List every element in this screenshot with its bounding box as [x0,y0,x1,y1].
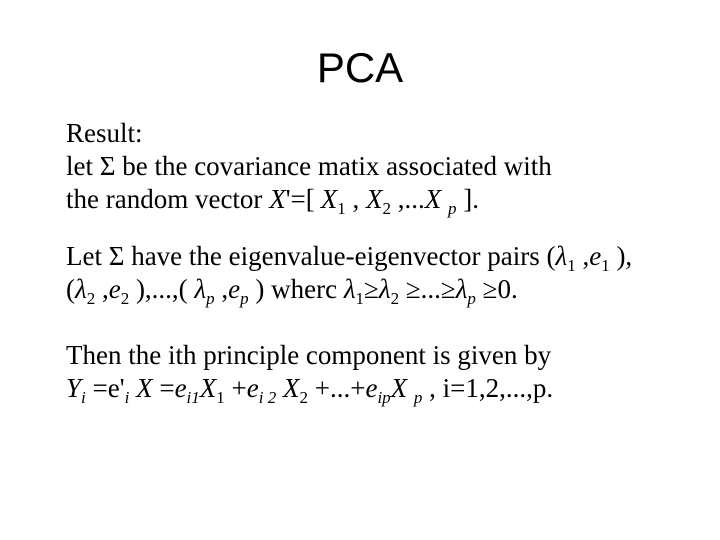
lambda-1: λ [555,241,568,271]
var-xp: X [390,373,408,403]
sub-p: p [240,289,249,308]
word-where: wherc [271,274,338,304]
plus-dots: +...+ [314,373,366,403]
e-p: e [228,274,241,304]
dots: ,... [397,184,425,214]
word-let-cap: Let [66,241,102,271]
e-i1: e [174,373,187,403]
sub-1: 1 [601,256,610,275]
sub-2: 2 [390,289,400,308]
eigen-line-2: ($\lambda_2$ $,e_2$ ),...,( $\lambda_p$ $,e_p$ ) wherc $\lambda_1\ge\lambda_2 \ge...\ge\lambda_p \ge 0$. [66,274,518,308]
sub-2: 2 [86,289,96,308]
lambda-2: λ [75,274,87,304]
var-xp: X [424,184,442,214]
e-1: e [589,241,602,271]
var-x: X [269,184,286,214]
var-x1: X [320,184,338,214]
zero: 0. [497,274,518,304]
var-x2: X [366,184,383,214]
close-bracket: ]. [463,184,480,214]
sub-p: p [413,388,423,407]
result-line-2-text: the random vector [66,184,263,214]
sub-i1: i1 [186,388,200,407]
result-line-1 [66,150,552,183]
e-i2: e [246,373,259,403]
word-let: let [66,151,93,181]
lambda-2b: λ [378,274,391,304]
sub-1: 1 [337,199,346,218]
sub-1: 1 [355,289,365,308]
component-line-1: Then the ith principle component is given by [66,340,552,370]
result-heading: Result: [66,118,143,148]
sub-2: 2 [299,388,308,407]
e-ip: e [365,373,378,403]
sub-i2: i 2 [258,388,277,407]
eq-prime: =e' [92,373,125,403]
result-line-2: the random vector X'=[ $X_1$ , $X_2$ ,...X $_p$ ]. [66,184,480,218]
geq-4: ≥ [482,274,498,304]
sub-2: 2 [382,199,392,218]
geq-2: ≥ [405,274,421,304]
sub-1: 1 [567,256,576,275]
var-x2: X [282,373,300,403]
ellipsis: ... [420,274,441,304]
sub-ip: ip [377,388,391,407]
slide-title: PCA [316,44,404,91]
lambda-p: λ [194,274,207,304]
lambda-pb: λ [455,274,468,304]
eigen-line-1-text: have the eigenvalue-eigenvector pairs ( [131,241,556,271]
sigma-symbol: Σ [99,151,116,181]
lambda-1b: λ [343,274,356,304]
sub-i: i [81,388,86,407]
eigen-line-1: Let Σ have the eigenvalue-eigenvector pairs ($\lambda_1$ $,e_1$ ), [66,241,633,275]
var-x1: X [199,373,217,403]
component-paragraph [66,339,553,405]
sub-i: i [124,388,130,407]
geq-1: ≥ [364,274,379,304]
var-x: X [136,373,153,403]
eigen-paragraph [66,240,632,306]
component-line-2: $Y_i =e'_i$ $X =e_{i1}X_1 +e_{i 2}$ $X_2 +...+e_{ip}X$ $_p$ , i=1,2,...,p. [66,373,554,407]
result-paragraph [66,117,552,216]
sub-p: p [467,289,476,308]
sub-1: 1 [216,388,225,407]
sub-p: p [206,289,215,308]
index-range: , i=1,2,...,p. [429,373,554,403]
result-line-1-text: be the covariance matix associated with [122,151,552,181]
sigma-symbol-2: Σ [108,241,125,271]
prime-eq: '=[ [285,184,315,214]
var-y: Y [66,373,82,403]
sub-p: p [448,199,457,218]
e-2: e [108,274,121,304]
sub-2: 2 [120,289,130,308]
geq-3: ≥ [440,274,456,304]
